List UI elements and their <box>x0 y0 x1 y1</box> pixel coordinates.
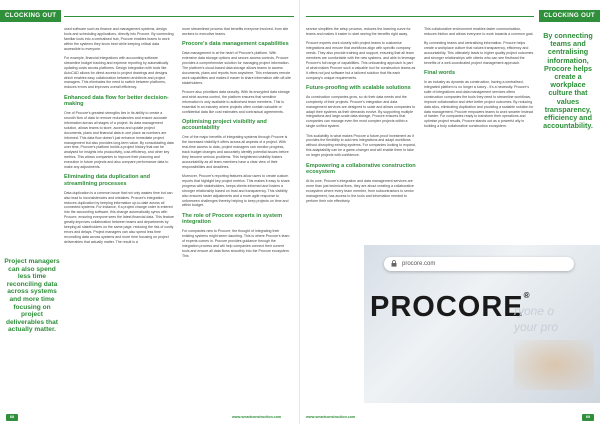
section-heading: Procore's data management capabilities <box>182 41 289 48</box>
body-paragraph: One of Procore's greatest strengths lies in its ability to create a smooth flow of data to remove redundancies and ensure accurate information across all stages of a project. Its data management solution, allows teams to store, access and update project documents, plans and financial data in one place as numbers are informed. This data flow doesn't just enhance immediate project management but also provides long-term value. By consolidating data over time, Procore's platform builds a project history that can be analysed for insights into productivity, cost-efficiency, and other key metrics. This allows companies to improve their planning and execution in future projects and also compare performance data to make any adjustments. <box>64 111 174 170</box>
section-heading: The role of Procore experts in system integration <box>182 212 283 226</box>
footer-url[interactable]: www.smartconstruction.com <box>232 415 282 419</box>
body-paragraph: At its core, Procore's integration and data management services are more than just technical fixes, they are about creating a collaborative ecosystem where every team member, from subcontractors to senior management, has access to the tools and information needed to perform their role effectively. <box>306 178 414 203</box>
lock-icon <box>391 260 397 267</box>
body-paragraph: Data management is at the heart of Procore's platform. With extensive data storage options and secure access controls, Procore provides a comprehensive solution for managing project information. The platform's cloud-based data storage allows teams to access documents, plans and reports from anywhere. This enhances remote work capabilities and makes it easier to share information with off-site stakeholders. <box>182 51 291 85</box>
right-page-column-2 <box>424 27 534 134</box>
body-paragraph: Data duplication is a common issue that not only wastes time but can also lead to inconsistencies and mistakes. Procore's integration reduces duplication by keeping information up-to-date across all connected systems. For instance, if a project change order is entered into the accounting software, this change automatically syncs with Procore, ensuring everyone sees the latest financial data. This feature greatly improves collaboration between teams and departments by keeping all stakeholders on the same page, reducing the risk of costly errors and delays. Project managers can also spend less time reconciling data across systems and more time focusing on project deliverables that actually matter. The result is a <box>64 190 174 244</box>
section-heading: Enhanced data flow for better decision-making <box>64 94 169 108</box>
browser-url-bar <box>384 257 574 271</box>
registered-mark: ® <box>523 291 531 300</box>
background-blurred-text: ryone o your pro <box>514 304 559 334</box>
page-number: 68 <box>6 414 18 421</box>
left-page-column-2 <box>182 27 292 263</box>
left-page-column-1 <box>64 27 174 249</box>
body-paragraph: As construction companies grow, so do their data needs and the complexity of their projects. Procore's integration and data management services are designed to scale and allows companies to adapt their systems as their demands evolve. By supporting multiple integrations and large-scale data storage, Procore ensures that companies can manage even the most complex projects within a single unified system. <box>306 94 416 129</box>
body-paragraph: service simplifies the setup process, reduces the learning curve for teams and makes it easier to start seeing the benefits right away. <box>306 27 411 36</box>
body-paragraph: Procore experts work closely with project teams to customise integrations and ensure that workflows align with specific company needs. They also provide training and support, ensuring that all team members are comfortable with the new systems, and able to leverage Procore's full range of capabilities. This onboarding approach is part of what makes Procore such a valuable tool for construction teams as it offers not just software but a tailored solution that fits each company's unique requirements. <box>306 41 416 80</box>
section-heading: Eliminating data duplication and streamlining processes <box>64 174 151 187</box>
body-paragraph: For companies new to Procore, the thought of integrating their existing systems might seem daunting. This is where Procore's team of experts comes in. Procore provides guidance through the integration process and will help companies connect their current tools and ensure all data flows smoothly into the Procore ecosystem. This <box>182 229 290 258</box>
body-paragraph: Moreover, Procore's reporting features allow users to create custom reports that highlight key project metrics. This makes it easy to share progress with stakeholders, keeps clients informed and fosters a stronger relationship based on trust and transparency. This visibility also ensures faster adjustments and a more agile response to unforeseen challenges thereby helping to keep projects on time and within budget. <box>182 174 290 208</box>
body-paragraph: This scalability is what makes Procore a future-proof investment as it provides the flexibility to add new integrations and adapt workflows without disrupting existing systems. For companies looking to expand, this adaptability can be a game-changer and will enable them to take on larger projects with confidence. <box>306 133 416 158</box>
section-heading: Final words <box>424 70 456 77</box>
url-text: procore.com <box>402 261 436 267</box>
procore-logo <box>370 291 531 324</box>
logo-text: PROCORE <box>370 291 524 323</box>
body-paragraph: By connecting teams and centralising information, Procore helps create a workplace culture that values transparency, efficiency and accountability. This ultimately leads to higher quality project outcomes and stronger relationships with clients who can see firsthand the benefits of a well-coordinated project management approach. <box>424 41 534 65</box>
section-heading: Future-proofing with scalable solutions <box>306 84 411 91</box>
right-page-column-1 <box>306 27 416 208</box>
section-heading: Optimising project visibility and accountability <box>182 118 267 132</box>
footer-url[interactable]: www.smartconstruction.com <box>306 415 356 419</box>
body-paragraph: This collaborative environment enables faster communication, reduces friction and allows everyone to work towards a common goal. <box>424 27 534 36</box>
section-header-tab: CLOCKING OUT <box>539 10 600 22</box>
header-rule <box>306 16 534 17</box>
page-number: 69 <box>582 414 594 421</box>
header-rule <box>64 16 294 17</box>
body-paragraph: For example, financial integrations with accounting software streamline budget tracking and expense reporting by automatically updating costs across platforms. Design integration with tools like AutoCAD allows for direct access to project drawings and designs which enables easy collaboration between architects and project managers. This eliminates the need to switch between platforms, reduces errors and improves overall efficiency. <box>64 55 169 90</box>
section-heading: Empowering a collaborative construction ecosystem <box>306 162 416 175</box>
body-paragraph: more streamlined process that benefits everyone involved, from site workers to executive teams. <box>182 27 289 36</box>
procore-website-photo <box>364 245 600 403</box>
body-paragraph: One of the major benefits of integrating systems through Procore is the increased visibility it offers across all aspects of a project. With real-time access to data, project managers can monitor progress, track budget changes and accurately identify potential issues before they become serious problems. This heightened visibility fosters accountability as all team members have a clear view of their responsibilities and deadlines. <box>182 135 289 169</box>
pull-quote: Project managers can also spend less time reconciling data across systems and more time focusing on project deliverables that actually matter. <box>4 258 60 334</box>
body-paragraph: used software such as finance and management systems, design tools and scheduling applications, directly into Procore. By connecting familiar tools into a centralised hub, Procore enables teams to work within the systems they know best while keeping critical data accessible to everyone. <box>64 27 174 51</box>
body-paragraph: Procore also prioritises data security. With its encrypted data storage and strict access control, the platform ensures that sensitive information is only available to authorised team members. This is essential in an industry where projects often contain valuable or confidential data like cost estimates and contractual agreements. <box>182 89 290 114</box>
body-paragraph: In an industry as dynamic as construction, having a centralised, integrated platform is no longer a luxury - it's a necessity. Procore's suite of integrations and data management services offers construction companies the tools they need to streamline workflows, improve collaboration and drive better project outcomes. By reducing data silos, eliminating duplication and providing a scalable solution for data management, Procore empowers teams to work smarter instead of harder. For companies ready to transform their operations and optimise project results, Procore stands out as a powerful ally in building a truly collaborative construction ecosystem. <box>424 80 534 129</box>
background-blur <box>514 340 594 390</box>
pull-quote: By connecting teams and centralising information, Procore helps create a workplace culture that values transparency, efficiency and accountability. <box>543 31 593 131</box>
section-header-tab: CLOCKING OUT <box>0 10 61 22</box>
